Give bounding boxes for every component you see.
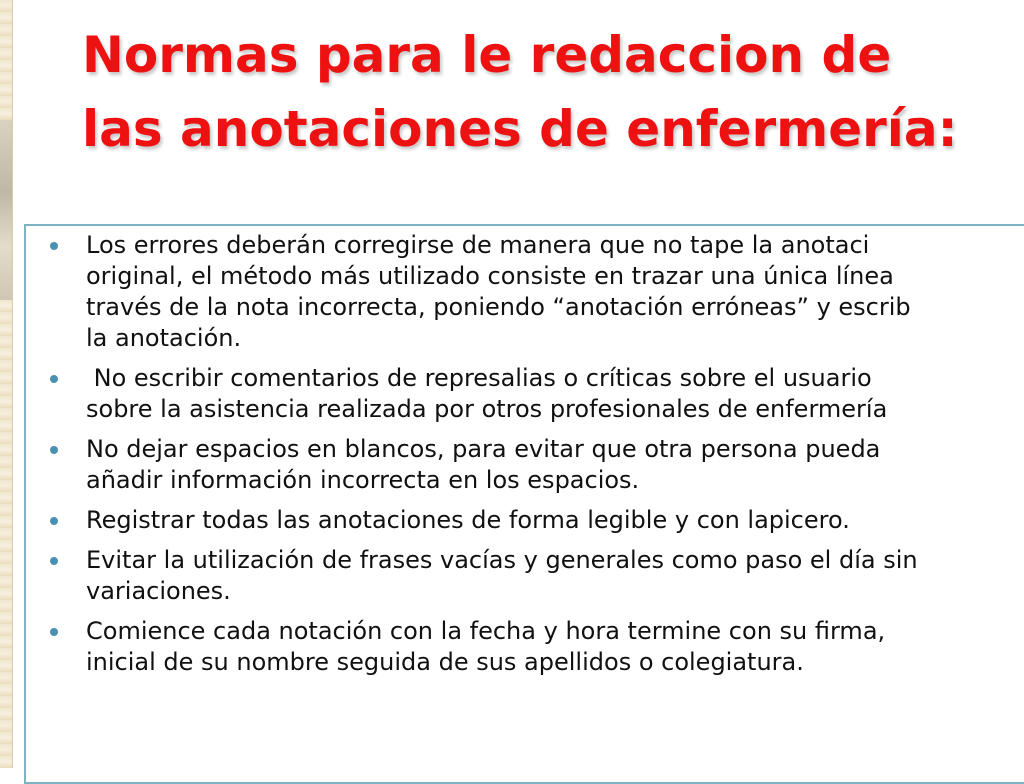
slide-title <box>82 18 1022 166</box>
list-item <box>50 545 1024 607</box>
list-item <box>50 616 1024 678</box>
bullet-icon <box>50 517 58 525</box>
title-line-1: Normas para le redaccion de <box>82 26 892 84</box>
list-item-line: la anotación. <box>86 324 242 352</box>
list-item-line: No escribir comentarios de represalias o críticas sobre el usuario <box>86 364 872 392</box>
list-item-line: Evitar la utilización de frases vacías y generales como paso el día sin <box>86 546 918 574</box>
title-line-2: las anotaciones de enfermería: <box>82 100 958 158</box>
list-item <box>50 505 1024 536</box>
list-item <box>50 230 1024 354</box>
list-item-line: inicial de su nombre seguida de sus apellidos o colegiatura. <box>86 648 804 676</box>
bullet-icon <box>50 628 58 636</box>
left-decor-image <box>0 120 12 300</box>
list-item-line: añadir información incorrecta en los espacios. <box>86 466 640 494</box>
left-decorative-strip <box>0 0 13 768</box>
bullet-icon <box>50 557 58 565</box>
list-item-line: Registrar todas las anotaciones de forma legible y con lapicero. <box>86 506 850 534</box>
list-item-line: sobre la asistencia realizada por otros profesionales de enfermería <box>86 395 888 423</box>
bullet-icon <box>50 446 58 454</box>
list-item-line: Comience cada notación con la fecha y hora termine con su firma, <box>86 617 886 645</box>
list-item <box>50 434 1024 496</box>
list-item-line: Los errores deberán corregirse de manera que no tape la anotaci <box>86 231 870 259</box>
list-item-line: original, el método más utilizado consiste en trazar una única línea <box>86 262 894 290</box>
bullet-icon <box>50 242 58 250</box>
list-item-line: No dejar espacios en blancos, para evitar que otra persona pueda <box>86 435 881 463</box>
list-item-line: variaciones. <box>86 577 231 605</box>
bullet-list <box>50 230 1024 687</box>
bullet-icon <box>50 375 58 383</box>
list-item <box>50 363 1024 425</box>
list-item-line: través de la nota incorrecta, poniendo “anotación erróneas” y escrib <box>86 293 911 321</box>
